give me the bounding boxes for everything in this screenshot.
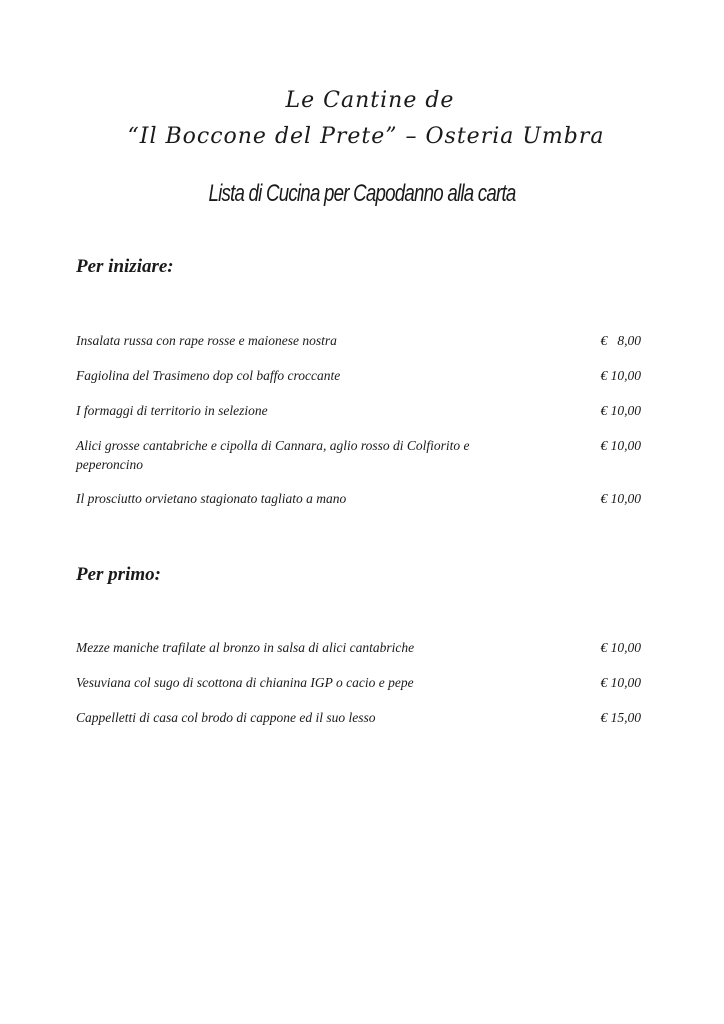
menu-item-price: € 10,00 [600, 403, 641, 418]
menu-item-name: Alici grosse cantabriche e cipolla di Cannara, aglio rosso di Colfiorito e peperoncino [76, 438, 470, 472]
menu-item-price: € 10,00 [600, 438, 641, 453]
menu-item-name: Cappelletti di casa col brodo di cappone ed il suo lesso [76, 710, 376, 725]
menu-item-name: Fagiolina del Trasimeno dop col baffo croccante [76, 368, 341, 383]
menu-item-price: € 10,00 [600, 491, 641, 506]
menu-item-name: Vesuviana col sugo di scottona di chianina IGP o cacio e pepe [76, 675, 414, 690]
restaurant-name-line1: Le Cantine de [285, 88, 455, 113]
menu-item-price: € 10,00 [600, 368, 641, 383]
menu-item-price: € 10,00 [600, 640, 641, 655]
menu-subtitle: Lista di Cucina per Capodanno alla carta [208, 180, 516, 207]
menu-item-price: € 15,00 [600, 710, 641, 725]
menu-item-name: Insalata russa con rape rosse e maionese nostra [76, 333, 337, 348]
restaurant-name-line2: “Il Boccone del Prete” – Osteria Umbra [127, 124, 605, 149]
menu-item-name: I formaggi di territorio in selezione [76, 403, 268, 418]
menu-item-name: Mezze maniche trafilate al bronzo in salsa di alici cantabriche [76, 640, 415, 655]
menu-item-price: € 10,00 [600, 675, 641, 690]
section-title-per-primo: Per primo: [76, 564, 161, 585]
menu-item-name: Il prosciutto orvietano stagionato tagliato a mano [76, 491, 347, 506]
section-title-per-iniziare: Per iniziare: [76, 256, 174, 277]
menu-item-price: € 8,00 [600, 333, 641, 348]
